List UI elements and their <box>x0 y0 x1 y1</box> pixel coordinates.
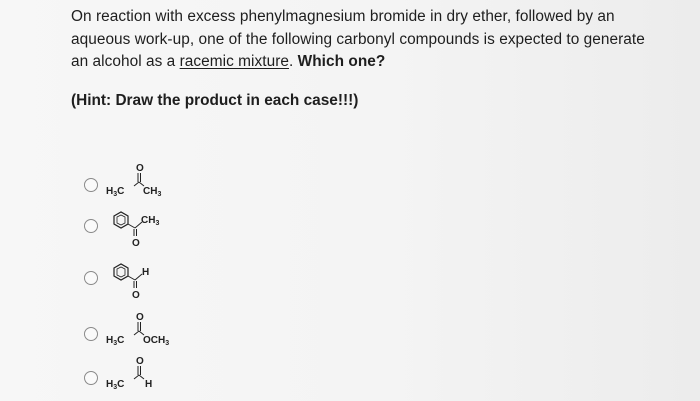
hydrogen-label: H <box>142 267 150 278</box>
radio-button-option-5[interactable] <box>84 371 98 385</box>
methoxy-label: $OCH_3$ <box>143 335 170 347</box>
structure-acetophenone <box>102 205 192 253</box>
which-one-prompt: Which one? <box>297 53 386 70</box>
answer-option-2[interactable] <box>84 205 284 249</box>
structure-methyl-acetate <box>102 309 192 349</box>
question-text <box>71 6 671 74</box>
radio-button-option-1[interactable] <box>84 178 98 192</box>
question-line-3-mid: . <box>288 53 298 70</box>
bond-left <box>134 331 139 335</box>
hint-text: (Hint: Draw the product in each case!!!) <box>71 92 359 109</box>
question-line-2: aqueous work-up, one of the following carbonyl compounds is expected to generate <box>71 30 645 48</box>
question-line-1: On reaction with excess phenylmagnesium bromide in dry ether, followed by an <box>71 8 615 25</box>
question-line-3 <box>71 51 671 74</box>
benzene-ring <box>114 212 128 228</box>
answer-option-3[interactable] <box>84 257 284 301</box>
ring-carbonyl-bond <box>128 224 135 228</box>
racemic-mixture-term: racemic mixture <box>179 53 289 70</box>
ring-carbonyl-bond <box>128 276 135 280</box>
benzene-inner-ring <box>117 267 125 277</box>
structure-acetone <box>102 160 192 200</box>
benzene-inner-ring <box>117 215 125 225</box>
oxygen-label: O <box>136 163 144 174</box>
answer-option-5[interactable] <box>84 353 284 393</box>
methyl-left-label: $H_3C$ <box>106 335 125 347</box>
hydrogen-label: H <box>145 379 153 390</box>
methyl-left-label: $H_3C$ <box>106 186 125 198</box>
radio-button-option-2[interactable] <box>84 219 98 233</box>
methyl-label: $CH_3$ <box>141 215 160 227</box>
radio-button-option-3[interactable] <box>84 271 98 285</box>
answer-option-1[interactable] <box>84 160 284 200</box>
oxygen-label: O <box>132 290 140 301</box>
oxygen-label: O <box>132 238 140 249</box>
answer-option-4[interactable] <box>84 309 284 349</box>
structure-benzaldehyde <box>102 257 192 305</box>
methyl-right-label: $CH_3$ <box>143 186 162 198</box>
methyl-left-label: $H_3C$ <box>106 379 125 391</box>
bond-left <box>134 375 139 379</box>
bond-right <box>139 375 144 379</box>
question-line-3-prefix: an alcohol as a <box>71 53 180 70</box>
radio-button-option-4[interactable] <box>84 327 98 341</box>
oxygen-label: O <box>136 356 144 367</box>
structure-acetaldehyde <box>102 353 192 393</box>
bond-left <box>134 182 139 186</box>
oxygen-label: O <box>136 312 144 323</box>
carbonyl-hydrogen-bond <box>135 274 142 280</box>
benzene-ring <box>114 264 128 280</box>
